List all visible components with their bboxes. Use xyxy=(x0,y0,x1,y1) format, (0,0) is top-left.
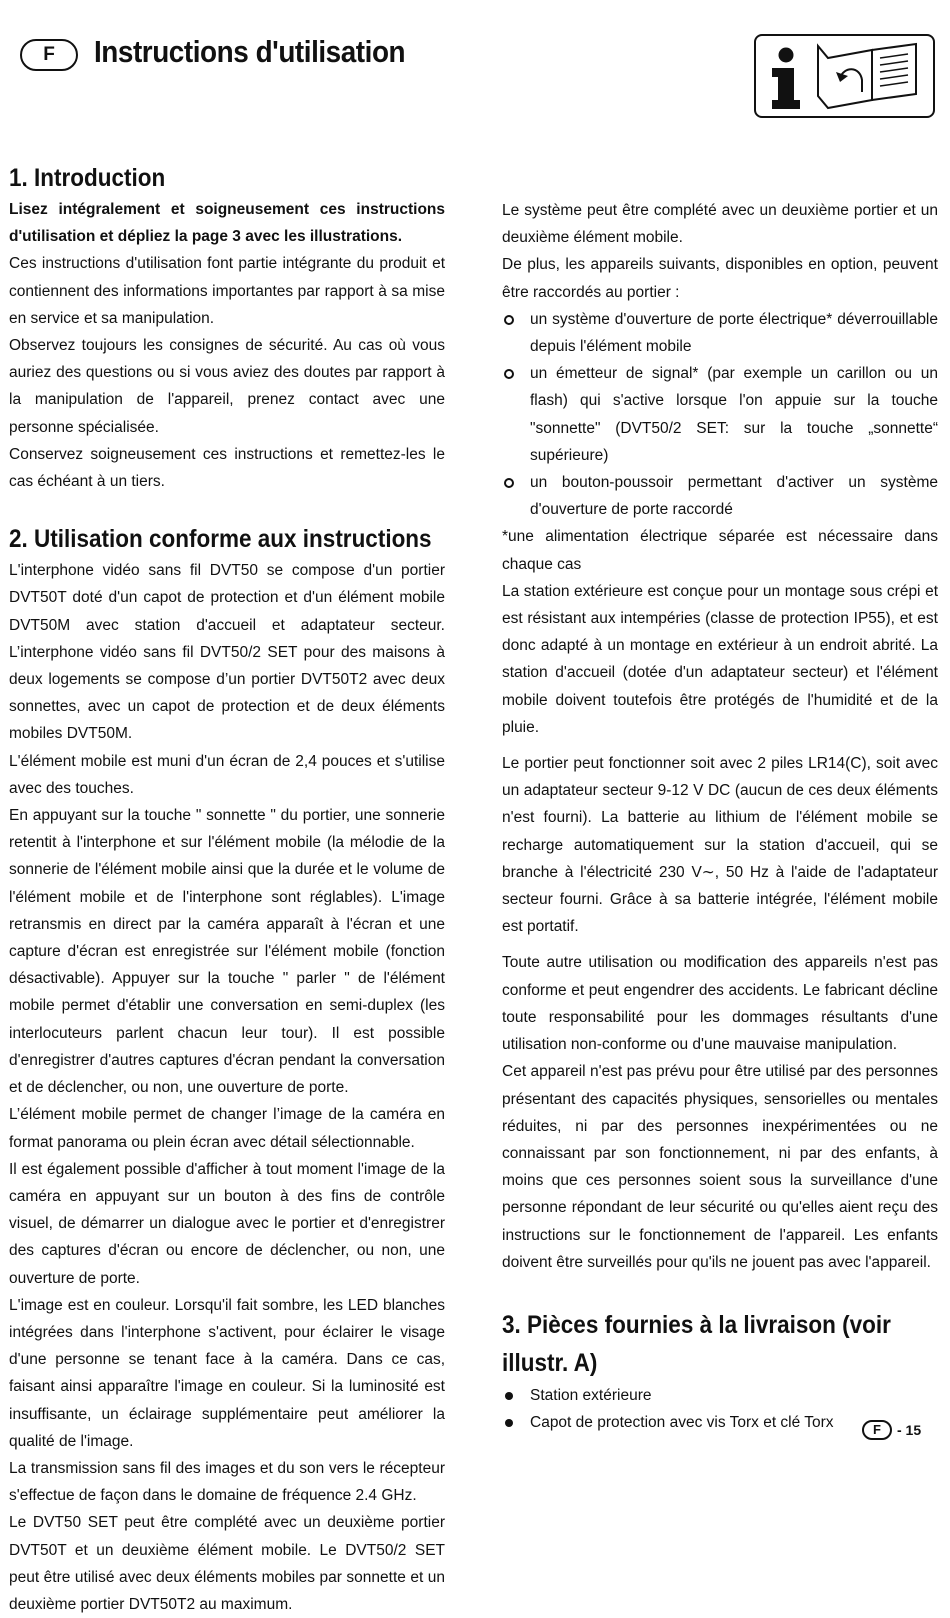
page-title: Instructions d'utilisation xyxy=(94,34,406,69)
section-2-title: 2. Utilisation conforme aux instructions xyxy=(9,525,432,554)
paragraph: Ces instructions d'utilisation font partie intégrante du produit et contiennent des informations importantes par rapport à sa mise en service et sa manipulation. xyxy=(9,255,445,327)
right-column xyxy=(502,197,938,1436)
page-footer xyxy=(862,1420,921,1442)
options-list xyxy=(502,306,938,524)
list-item: un système d'ouverture de porte électrique* déverrouillable depuis l'élément mobile xyxy=(502,306,938,360)
paragraph: Observez toujours les consignes de sécurité. Au cas où vous auriez des questions ou si vous aviez des doutes par rapport à la manipulation de l'appareil, prenez contact avec une personne spécialisée. xyxy=(9,337,445,436)
paragraph: Le DVT50 SET peut être complété avec un deuxième portier DVT50T et un deuxième élément mobile. Le DVT50/2 SET peut être utilisé avec deux éléments mobiles par sonnette et un deuxième portier DVT50T2 au maximum. xyxy=(9,1514,445,1613)
section-1-lead: Lisez intégralement et soigneusement ces instructions d'utilisation et dépliez la page 3 avec les illustrations. xyxy=(9,201,445,246)
left-column xyxy=(9,160,445,1618)
paragraph: L'interphone vidéo sans fil DVT50 se compose d'un portier DVT50T doté d'un capot de protection et d'un élément mobile DVT50M avec station d'accueil et adaptateur secteur. L’interphone vidéo sans fil DVT50/2 SET pour des maisons à deux logements se compose d’un portier DVT50T2 avec deux sonnettes, avec un capot de protection et de deux éléments mobiles DVT50M. xyxy=(9,562,445,743)
paragraph: Conservez soigneusement ces instructions et remettez-les le cas échéant à un tiers. xyxy=(9,445,445,491)
paragraph: L'image est en couleur. Lorsqu'il fait sombre, les LED blanches intégrées dans l'interphone s'activent, pour éclairer le visage d'une personne se tenant face à la caméra. Dans ce cas, faisant ainsi apparaître l'image en couleur. Si la luminosité est insuffisante, un éclairage supplémentaire peut améliorer la qualité de l'image. xyxy=(9,1296,445,1450)
info-manual-icon xyxy=(754,34,935,118)
list-item: Station extérieure xyxy=(502,1382,938,1409)
page-number: - 15 xyxy=(897,1422,922,1438)
paragraph: L'élément mobile est muni d'un écran de 2,4 pouces et s'utilise avec des touches. xyxy=(9,752,445,797)
section-3-title: 3. Pièces fournies à la livraison (voir illustr. A) xyxy=(502,1310,891,1377)
paragraph: Cet appareil n'est pas prévu pour être utilisé par des personnes présentant des capacités physiques, sensorielles ou mentales réduites, ni par des personnes inexpérimentées ou ne connaissant par son fonctionnement, ni par des enfants, à moins que ces personnes soient sous la surveillance d'une personne répondant de leur sécurité ou qu'elles aient reçu des instructions sur le fonctionnement de l'appareil. Les enfants doivent être surveillés pour qu'ils ne jouent pas avec l'appareil. xyxy=(502,1063,938,1271)
section-1-title: 1. Introduction xyxy=(9,164,166,192)
paragraph: De plus, les appareils suivants, disponibles en option, peuvent être raccordés au portier : xyxy=(502,256,938,301)
paragraph: La transmission sans fil des images et du son vers le récepteur s'effectue de façon dans le domaine de fréquence 2.4 GHz. xyxy=(9,1459,445,1505)
footnote: *une alimentation électrique séparée est nécessaire dans chaque cas xyxy=(502,528,938,573)
footer-language-badge: F xyxy=(862,1420,892,1440)
paragraph: L’élément mobile permet de changer l’image de la caméra en format panorama ou plein écran avec détail sélectionnable. xyxy=(9,1106,445,1151)
paragraph: La station extérieure est conçue pour un montage sous crépi et est résistant aux intempéries (classe de protection IP55), et est donc adapté à un montage en extérieur à un endroit abrité. La station d'accueil (dotée d'un adaptateur secteur) et l'élément mobile doivent toutefois être protégés de l'humidité et de la pluie. xyxy=(502,582,938,736)
paragraph: Le portier peut fonctionner soit avec 2 piles LR14(C), soit avec un adaptateur secteur 9-12 V DC (aucun de ces deux éléments n'est fourni). La batterie au lithium de l'élément mobile se recharge automatiquement sur la station d'accueil, qui se branche à l'électricité 230 V∼, 50 Hz à l'aide de l'adaptateur secteur fourni. Grâce à sa batterie intégrée, l'élément mobile est portatif. xyxy=(502,755,938,936)
list-item: Capot de protection avec vis Torx et clé Torx xyxy=(502,1409,938,1436)
list-item: un bouton-poussoir permettant d'activer un système d'ouverture de porte raccordé xyxy=(502,469,938,523)
paragraph: Toute autre utilisation ou modification des appareils n'est pas conforme et peut engendrer des accidents. Le fabricant décline toute responsabilité pour les dommages résultants d'une utilisation non-conforme ou d'une mauvaise manipulation. xyxy=(502,954,938,1054)
page-header xyxy=(20,30,940,120)
list-item: un émetteur de signal* (par exemple un carillon ou un flash) qui s'active lorsque l'on appuie sur la touche "sonnette" (DVT50/2 SET: sur la touche „sonnette“ supérieure) xyxy=(502,360,938,469)
paragraph: Le système peut être complété avec un deuxième portier et un deuxième élément mobile. xyxy=(502,202,938,247)
paragraph: Il est également possible d'afficher à tout moment l'image de la caméra en appuyant sur un bouton à des fins de contrôle visuel, de démarrer un dialogue avec le portier et d'enregistrer des captures d'écran ou encore de déclencher, ou non, une ouverture de porte. xyxy=(9,1160,445,1287)
language-badge: F xyxy=(20,39,78,71)
paragraph: En appuyant sur la touche " sonnette " du portier, une sonnerie retentit à l'interphone et sur l'élément mobile (la mélodie de la sonnerie de l'élément mobile ainsi que la durée et le volume de l'élément mobile et de l'interphone sont réglables). L'image retransmis en direct par la caméra apparaît à l'écran et une capture d'écran est enregistrée sur l'élément mobile (fonction désactivable). Appuyer sur la touche " parler " de l'élément mobile permet d'établir une conversation en semi-duplex (les interlocuteurs parlent chacun leur tour). Il est possible d'enregistrer d'autres captures d'écran pendant la conversation et de déclencher, ou non, une ouverture de porte. xyxy=(9,807,445,1097)
